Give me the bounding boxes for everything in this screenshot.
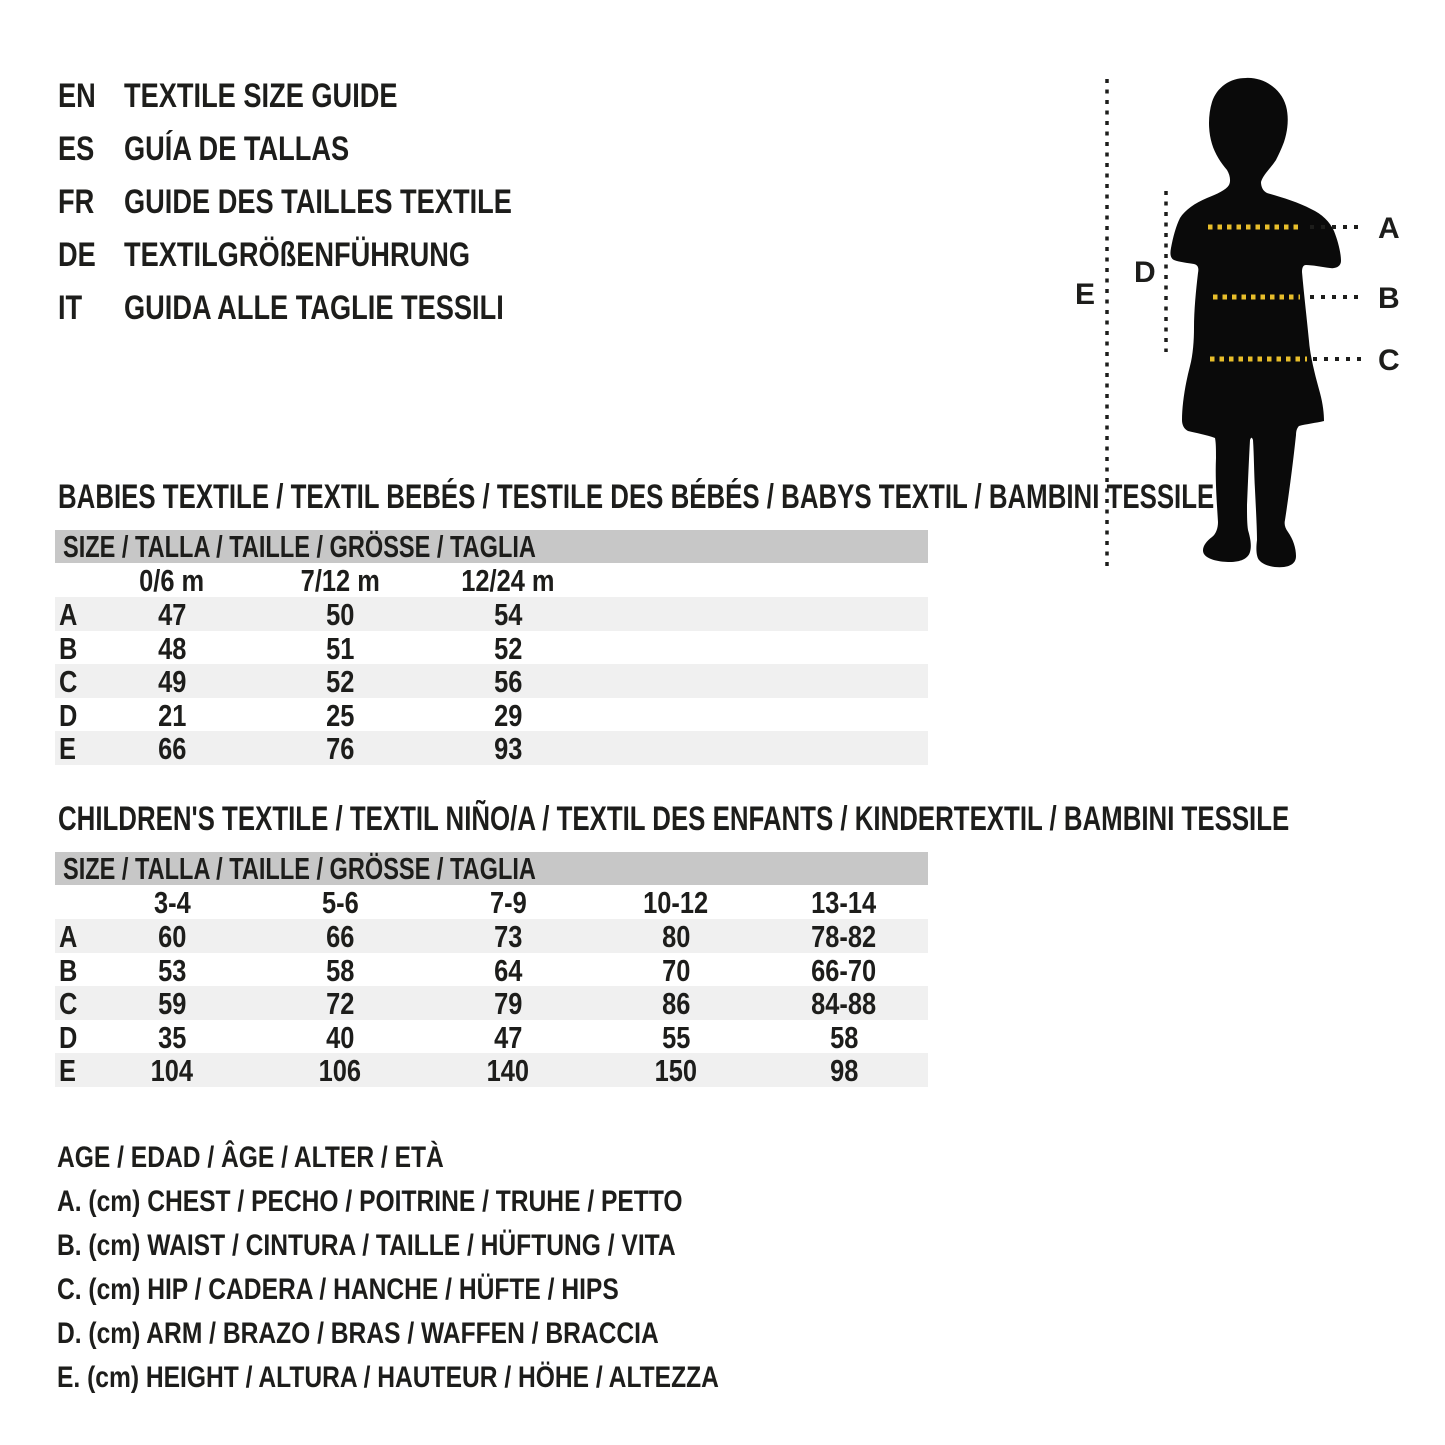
children-row-A: A 60 66 73 80 78-82 bbox=[55, 919, 928, 953]
figure-label-chest-A: A bbox=[1378, 212, 1400, 245]
babies-column-header-row bbox=[55, 563, 928, 597]
legend-height: E. (cm) HEIGHT / ALTURA / HAUTEUR / HÖHE / ALTEZZA bbox=[57, 1361, 719, 1394]
lang-row-fr bbox=[58, 176, 609, 229]
measurement-figure bbox=[1060, 60, 1445, 600]
figure-label-arm-D: D bbox=[1134, 256, 1156, 289]
lang-code-en: EN bbox=[58, 77, 96, 115]
babies-col-2: 12/24 m bbox=[461, 563, 555, 598]
babies-table-header-bar: SIZE / TALLA / TAILLE / GRÖSSE / TAGLIA bbox=[55, 530, 928, 563]
babies-col-0: 0/6 m bbox=[139, 563, 205, 598]
lang-title-it: GUIDA ALLE TAGLIE TESSILI bbox=[124, 289, 504, 327]
measurement-figure-svg bbox=[1060, 60, 1445, 600]
children-row-B: B 53 58 64 70 66-70 bbox=[59, 952, 877, 988]
lang-code-es: ES bbox=[58, 130, 95, 168]
babies-row-A: A 47 50 54 bbox=[55, 597, 928, 631]
children-section-title: CHILDREN'S TEXTILE / TEXTIL NIÑO/A / TEXTIL DES ENFANTS / KINDERTEXTIL / BAMBINI TESSILE bbox=[58, 800, 1290, 838]
figure-label-waist-B: B bbox=[1378, 282, 1400, 315]
legend-waist: B. (cm) WAIST / CINTURA / TAILLE / HÜFTUNG / VITA bbox=[57, 1229, 676, 1262]
lang-row-es bbox=[58, 123, 609, 176]
lang-title-de: TEXTILGRÖßENFÜHRUNG bbox=[124, 236, 471, 274]
children-size-table bbox=[55, 852, 928, 1087]
legend-age: AGE / EDAD / ÂGE / ALTER / ETÀ bbox=[57, 1141, 444, 1174]
measurement-legend bbox=[57, 1136, 864, 1400]
children-row-C: C 59 72 79 86 84-88 bbox=[55, 986, 928, 1020]
lang-title-fr: GUIDE DES TAILLES TEXTILE bbox=[124, 183, 512, 221]
babies-row-B: B 48 51 52 bbox=[59, 630, 523, 666]
children-col-2: 7-9 bbox=[489, 885, 527, 920]
legend-arm: D. (cm) ARM / BRAZO / BRAS / WAFFEN / BRACCIA bbox=[57, 1317, 659, 1350]
lang-code-de: DE bbox=[58, 236, 96, 274]
children-table-header-bar: SIZE / TALLA / TAILLE / GRÖSSE / TAGLIA bbox=[55, 852, 928, 885]
children-col-1: 5-6 bbox=[321, 885, 359, 920]
babies-row-D: D 21 25 29 bbox=[59, 697, 523, 733]
children-row-E: E 104 106 140 150 98 bbox=[55, 1053, 928, 1087]
children-col-0: 3-4 bbox=[153, 885, 191, 920]
babies-row-E: E 66 76 93 bbox=[55, 731, 928, 765]
babies-size-table bbox=[55, 530, 928, 765]
lang-code-it: IT bbox=[58, 289, 83, 327]
lang-title-es: GUÍA DE TALLAS bbox=[124, 130, 350, 168]
lang-row-de bbox=[58, 229, 609, 282]
legend-hip: C. (cm) HIP / CADERA / HANCHE / HÜFTE / HIPS bbox=[57, 1273, 619, 1306]
children-col-3: 10-12 bbox=[643, 885, 709, 920]
lang-row-it bbox=[58, 282, 609, 335]
children-col-4: 13-14 bbox=[811, 885, 877, 920]
legend-chest: A. (cm) CHEST / PECHO / POITRINE / TRUHE / PETTO bbox=[57, 1185, 683, 1218]
babies-row-C: C 49 52 56 bbox=[55, 664, 928, 698]
children-row-D: D 35 40 47 55 58 bbox=[59, 1019, 859, 1055]
lang-code-fr: FR bbox=[58, 183, 95, 221]
lang-title-en: TEXTILE SIZE GUIDE bbox=[124, 77, 398, 115]
babies-col-1: 7/12 m bbox=[300, 563, 380, 598]
figure-label-height-E: E bbox=[1075, 278, 1096, 311]
figure-label-hip-C: C bbox=[1378, 344, 1400, 377]
children-column-header-row bbox=[55, 885, 928, 919]
babies-section-title: BABIES TEXTILE / TEXTIL BEBÉS / TESTILE DES BÉBÉS / BABYS TEXTIL / BAMBINI TESSILE bbox=[58, 478, 1215, 516]
lang-row-en bbox=[58, 70, 609, 123]
language-title-list bbox=[58, 70, 609, 335]
